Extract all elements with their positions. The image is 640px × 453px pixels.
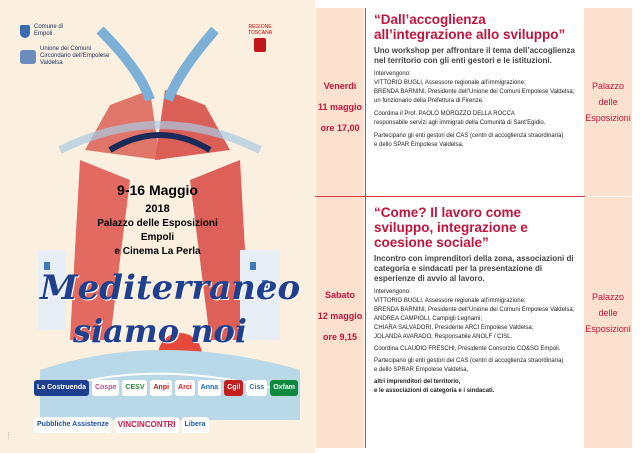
logo-comune-label: Comune di Empoli [34, 24, 64, 37]
poster-venue-2: e Cinema La Perla [114, 246, 201, 257]
speaker-line: VITTORIO BUGLI, Assessore regionale all’immigrazione; [374, 80, 526, 86]
place-line: Esposizioni [585, 113, 631, 123]
logo-region-label: REGIONE TOSCANA [247, 24, 273, 36]
logo-unione-label: Unione dei Comuni Circondario dell'Empolese Valdelsa [40, 46, 110, 66]
top-logos [20, 24, 110, 75]
speaker-line: Partecipano gli enti gestori dei CAS (centri di accoglienza straordinaria) [374, 133, 564, 139]
day-name: Venerdì [323, 81, 357, 91]
sponsor-logo: VINCINCONTRI [115, 417, 179, 433]
day-name: Sabato [324, 290, 355, 300]
speaker-line: Intervengono: [374, 71, 411, 77]
place-label-block [584, 289, 632, 337]
speaker-line: e dello SPRAR Empolese Valdelsa, [374, 367, 469, 373]
day-column-friday [316, 8, 364, 196]
speaker-line: BRENDA BARNINI, Presidente dell’Unione dei Comuni Empolese Valdelsa; [374, 89, 575, 95]
comune-crest-icon [20, 25, 30, 38]
speaker-line: ANDREA CAMPIGLI, Campigli Legnami; [374, 316, 483, 322]
event-title: “Come? Il lavoro come sviluppo, integrazione e coesione sociale” [374, 205, 528, 250]
place-column-saturday [584, 197, 632, 448]
day-label-block [316, 76, 364, 139]
logo-unione [20, 46, 110, 67]
speaker-line: Coordina il Prof. PAOLO MOROZZO DELLA ROCCA [374, 111, 515, 117]
poster-venue: Palazzo delle Esposizioni [97, 218, 218, 229]
credits-vertical: ····· [6, 431, 12, 440]
speaker-line: altri imprenditori del territorio, [374, 379, 461, 385]
day-time: ore 9,15 [322, 332, 358, 342]
place-column-friday [584, 8, 632, 196]
sponsor-logo: Cgil [224, 380, 243, 396]
sponsor-logo: Ciss [246, 380, 267, 396]
day-time: ore 17,00 [320, 123, 360, 133]
speaker-line: e le associazioni di categoria e i sindacati. [374, 388, 495, 394]
unione-logo-icon [20, 50, 36, 64]
pegasus-icon [254, 38, 266, 52]
event-saturday [374, 205, 582, 396]
sponsor-logo: Arci [175, 380, 195, 396]
event-description: Uno workshop per affrontare il tema dell’accoglienza nel territorio con gli enti gestori e le istituzioni. [374, 46, 575, 65]
event-poster [0, 0, 315, 453]
place-line: Palazzo [591, 292, 625, 302]
event-friday [374, 12, 582, 150]
logo-region [240, 24, 280, 52]
sponsor-logo: CESV [122, 380, 147, 396]
poster-year: 2018 [145, 203, 170, 215]
logo-comune [20, 24, 110, 38]
speaker-line: BRENDA BARNINI, Presidente dell’Unione dei Comuni Empolese Valdelsa; [374, 307, 575, 313]
day-date: 12 maggio [317, 311, 363, 321]
poster-dates: 9-16 Maggio [117, 182, 198, 198]
poster-title-line1: Mediterraneo [40, 268, 301, 308]
sponsor-logo: Cospe [92, 380, 119, 396]
speaker-line: Coordina CLAUDIO FRESCHI, Presidente Consorzio CO&SO Empoli. [374, 346, 561, 352]
sponsor-logo: Anpi [150, 380, 172, 396]
speaker-line: CHIARA SALVADORI, Presidente ARCI Empolese Valdelsa; [374, 325, 534, 331]
place-line: Esposizioni [585, 324, 631, 334]
speaker-line: JOLANDA AVARADO, Responsabile ANOLF / CISL. [374, 334, 513, 340]
event-speakers [374, 70, 582, 150]
event-title: “Dall’accoglienza all’integrazione allo sviluppo” [374, 12, 566, 42]
event-description: Incontro con imprenditori della zona, associazioni di categoria e sindacati per la presentazione di esperienze di avvio al lavoro. [374, 254, 574, 283]
poster-city: Empoli [140, 232, 175, 243]
day-date: 11 maggio [317, 102, 362, 112]
sponsor-logo: Oxfam [270, 380, 298, 396]
speaker-line: Partecipano gli enti gestori dei CAS (centri di accoglienza straordinaria) [374, 358, 564, 364]
speaker-line: un funzionario della Prefettura di Firenze. [374, 98, 484, 104]
poster-title-line2: siamo noi [72, 312, 247, 350]
sponsor-logo: Pubbliche Assistenze [34, 417, 112, 433]
speaker-line: VITTORIO BUGLI, Assessore regionale all’immigrazione; [374, 298, 526, 304]
divider-vertical [365, 8, 366, 448]
event-speakers [374, 288, 582, 396]
sponsor-logo: Anna [198, 380, 222, 396]
place-line: delle [598, 97, 618, 107]
place-line: Palazzo [591, 81, 625, 91]
place-line: delle [598, 308, 618, 318]
day-label-block [316, 285, 364, 348]
day-column-saturday [316, 197, 364, 448]
sponsor-logo: La Costruenda [34, 380, 89, 396]
sponsor-logo: Libera [182, 417, 209, 433]
speaker-line: e dello SPAR Empolese Valdelsa. [374, 142, 464, 148]
place-label-block [584, 78, 632, 126]
sponsor-logos [34, 380, 306, 450]
speaker-line: responsabile servizi agli immigrati della Comunità di Sant’Egidio. [374, 120, 546, 126]
speaker-line: Intervengono: [374, 289, 411, 295]
